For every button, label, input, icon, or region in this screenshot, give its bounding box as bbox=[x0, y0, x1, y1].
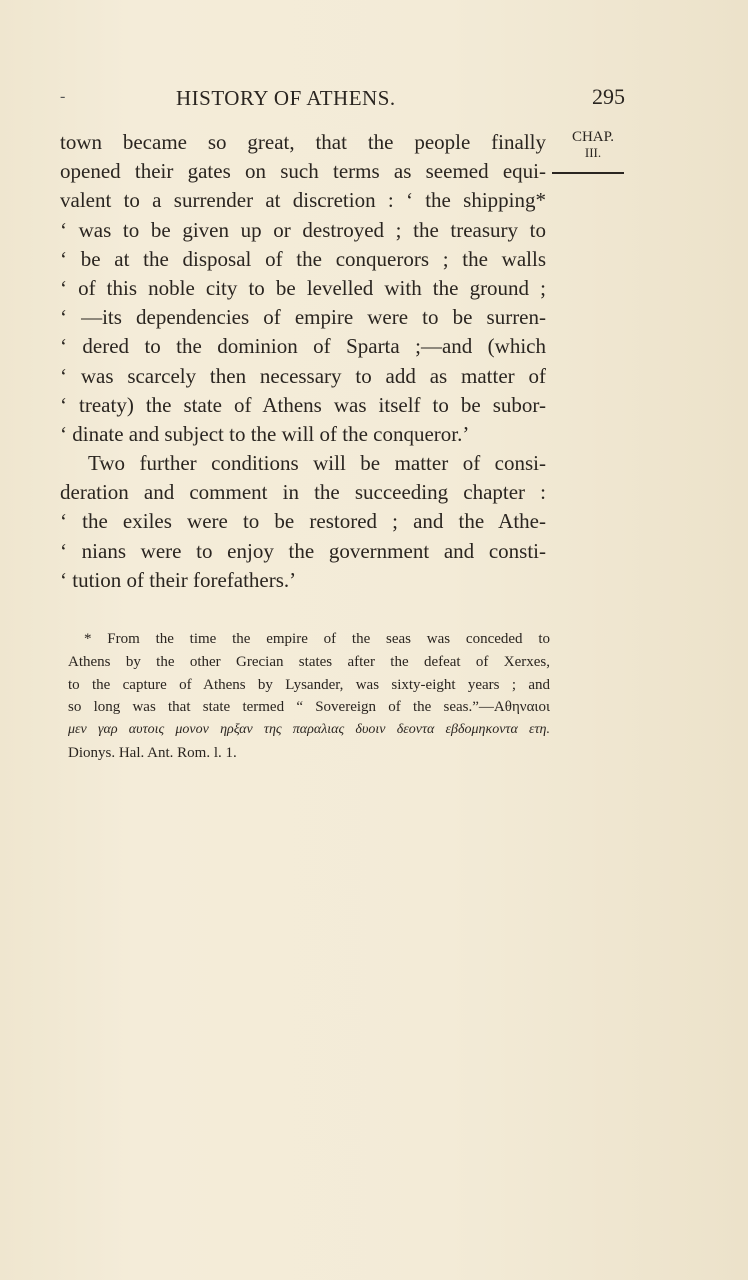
chapter-label: CHAP. bbox=[571, 129, 615, 145]
footnote-greek-line: μεν γαρ αυτοις μονον ηρξαν της παραλιας δυοιν δεοντα εβδομηκοντα ετη. bbox=[68, 722, 550, 738]
body-line: ‘ of this noble city to be levelled with the ground ; bbox=[60, 275, 546, 300]
body-line: town became so great, that the people finally bbox=[60, 130, 546, 154]
running-title: HISTORY OF ATHENS. bbox=[176, 86, 396, 110]
chapter-number: III. bbox=[584, 145, 602, 160]
footnote-citation: Dionys. Hal. Ant. Rom. l. 1. bbox=[68, 744, 237, 761]
body-line: ‘ treaty) the state of Athens was itself to be subor- bbox=[60, 392, 546, 417]
body-line: ‘ —its dependencies of empire were to be surren- bbox=[60, 305, 546, 330]
body-line: ‘ dered to the dominion of Sparta ;—and (which bbox=[60, 334, 546, 359]
body-line: ‘ was to be given up or destroyed ; the treasury to bbox=[60, 217, 546, 242]
footnote-line: Athens by the other Grecian states after the defeat of Xerxes, bbox=[68, 653, 550, 670]
chapter-marginal-label bbox=[565, 130, 621, 160]
body-line: ‘ dinate and subject to the will of the conqueror.’ bbox=[60, 421, 470, 446]
edge-mark: - bbox=[60, 88, 66, 105]
chapter-rule bbox=[552, 172, 624, 174]
page-number: 295 bbox=[592, 84, 625, 109]
footnote-line: to the capture of Athens by Lysander, was sixty-eight years ; and bbox=[68, 676, 550, 693]
footnote bbox=[68, 628, 550, 765]
paragraph-start-line: Two further conditions will be matter of consi- bbox=[88, 451, 546, 476]
body-line: ‘ tution of their forefathers.’ bbox=[60, 567, 297, 592]
body-line: ‘ was scarcely then necessary to add as matter of bbox=[60, 363, 546, 388]
footnote-line: so long was that state termed “ Sovereign of the seas.”—Αθηναιοι bbox=[68, 699, 550, 716]
body-line: opened their gates on such terms as seemed equi- bbox=[60, 159, 546, 184]
body-text bbox=[60, 128, 546, 595]
body-line: deration and comment in the succeeding chapter : bbox=[60, 480, 546, 505]
body-line: ‘ be at the disposal of the conquerors ; the walls bbox=[60, 246, 546, 271]
body-line: valent to a surrender at discretion : ‘ the shipping* bbox=[60, 188, 546, 213]
body-line: ‘ nians were to enjoy the government and consti- bbox=[60, 538, 546, 563]
footnote-line: * From the time the empire of the seas was conceded to bbox=[84, 631, 550, 647]
body-line: ‘ the exiles were to be restored ; and the Athe- bbox=[60, 509, 546, 534]
